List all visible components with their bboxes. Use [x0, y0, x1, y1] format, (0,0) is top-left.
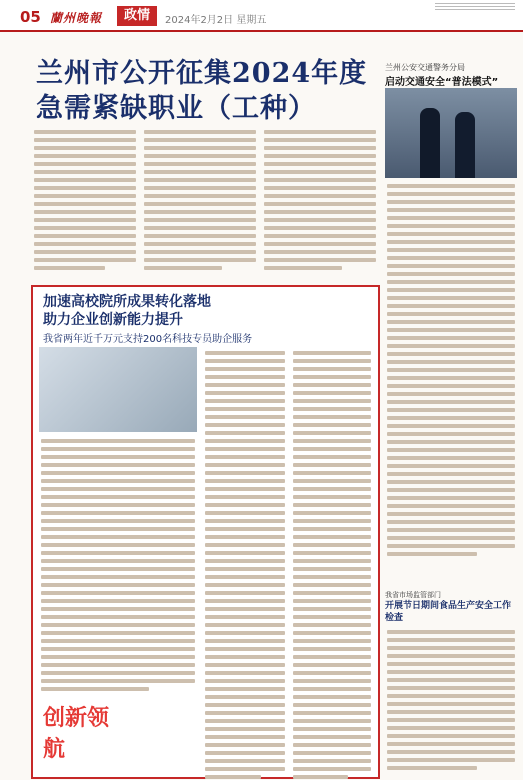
section-label: 政情	[117, 6, 157, 26]
article-column	[144, 130, 256, 270]
feature-subtitle: 我省两年近千万元支持200名科技专员助企服务	[43, 334, 253, 345]
headline-line-1: 兰州市公开征集2024年度	[36, 58, 368, 89]
sidebar-top-body	[387, 184, 515, 556]
feature-column	[41, 439, 195, 691]
article-column	[264, 130, 376, 270]
sidebar-top-title: 启动交通安全“普法模式”	[385, 77, 499, 88]
sidebar-top-subtitle: 兰州公安交通警务分局	[385, 63, 465, 72]
feature-title	[43, 293, 373, 329]
innovation-badge	[33, 705, 123, 777]
main-headline	[36, 56, 376, 126]
newspaper-logo: 蘭州晚報	[50, 11, 103, 25]
feature-column	[205, 351, 285, 779]
article-column	[34, 130, 136, 270]
police-photo	[385, 88, 517, 178]
header-meta	[435, 3, 515, 25]
sidebar-top-heading	[385, 62, 515, 88]
feature-article-box	[31, 285, 380, 779]
page-number: 05	[20, 8, 41, 26]
feature-title-line-1: 加速高校院所成果转化落地	[43, 294, 211, 310]
sidebar-bottom-subtitle: 我省市场监管部门	[385, 591, 441, 599]
feature-photo	[39, 347, 197, 432]
issue-date: 2024年2月2日 星期五	[165, 15, 267, 26]
feature-column	[293, 351, 371, 779]
sidebar-bottom-body	[387, 630, 515, 770]
feature-title-line-2: 助力企业创新能力提升	[43, 312, 183, 328]
sidebar-bottom-title: 开展节日期间食品生产安全工作检查	[385, 601, 512, 623]
badge-text: 创新领航	[43, 705, 110, 762]
headline-line-2: 急需紧缺职业（工种）	[36, 93, 316, 124]
page-header	[0, 0, 523, 32]
